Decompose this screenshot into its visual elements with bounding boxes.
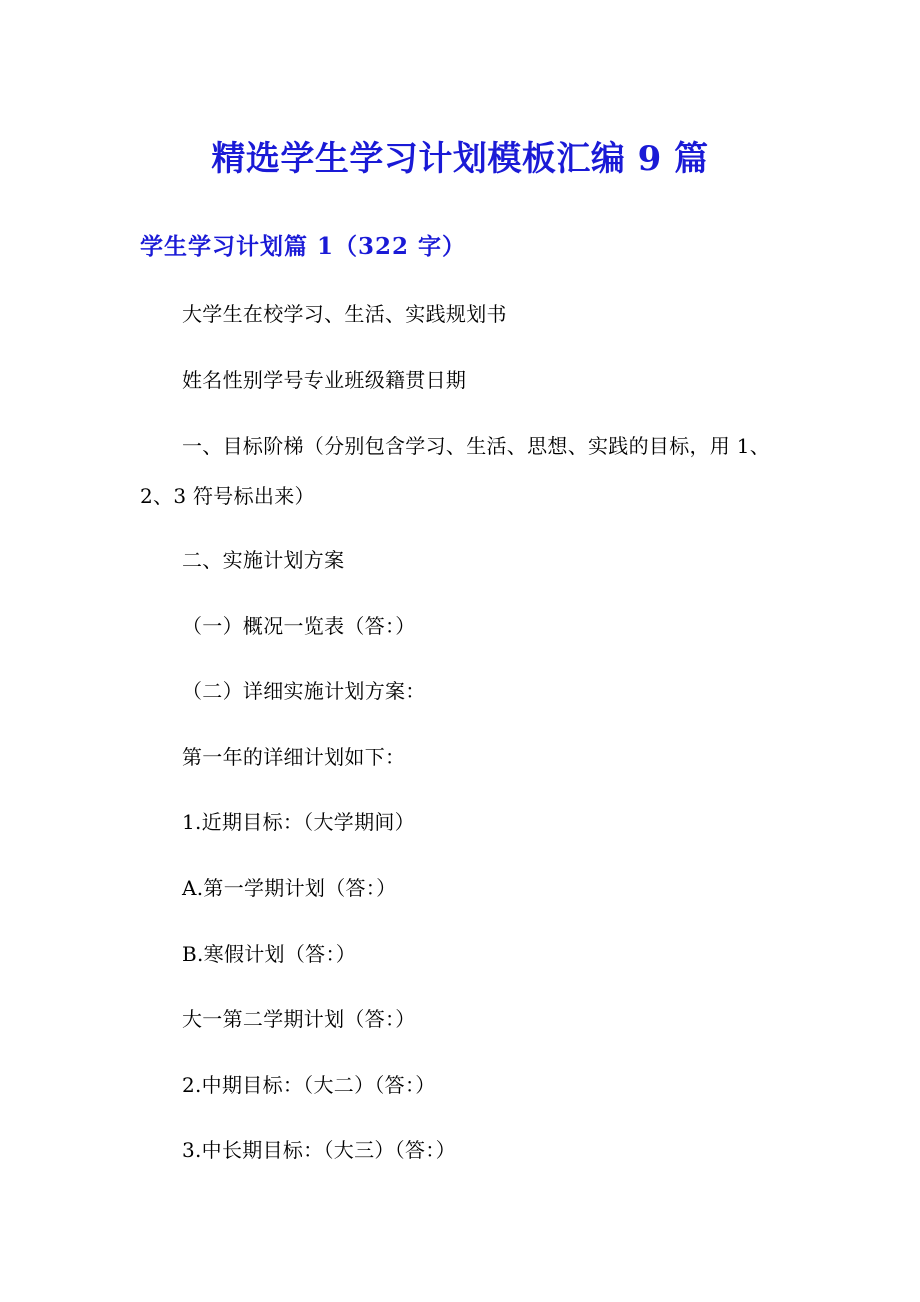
paragraph: 1.近期目标：（大学期间）: [182, 810, 415, 834]
paragraph: B.寒假计划（答：）: [182, 942, 357, 966]
document-title: 精选学生学习计划模板汇编 9 篇: [211, 139, 709, 179]
paragraph: 二、实施计划方案: [182, 548, 345, 572]
paragraph: （一）概况一览表（答：）: [182, 614, 416, 638]
paragraph: 大学生在校学习、生活、实践规划书: [182, 302, 507, 326]
paragraph: （二）详细实施计划方案：: [182, 679, 426, 703]
paragraph: 姓名性别学号专业班级籍贯日期: [182, 368, 467, 392]
paragraph: 一、目标阶梯（分别包含学习、生活、思想、实践的目标，用 1、2、3 符号标出来）: [140, 434, 771, 508]
paragraph: 3.中长期目标：（大三）（答：）: [182, 1138, 456, 1162]
paragraph: 第一年的详细计划如下：: [182, 745, 406, 769]
section-heading: 学生学习计划篇 1（322 字）: [140, 233, 467, 260]
paragraph: 大一第二学期计划（答：）: [182, 1007, 416, 1031]
paragraph: A.第一学期计划（答：）: [182, 876, 397, 900]
paragraph: 2.中期目标：（大二）（答：）: [182, 1073, 436, 1097]
